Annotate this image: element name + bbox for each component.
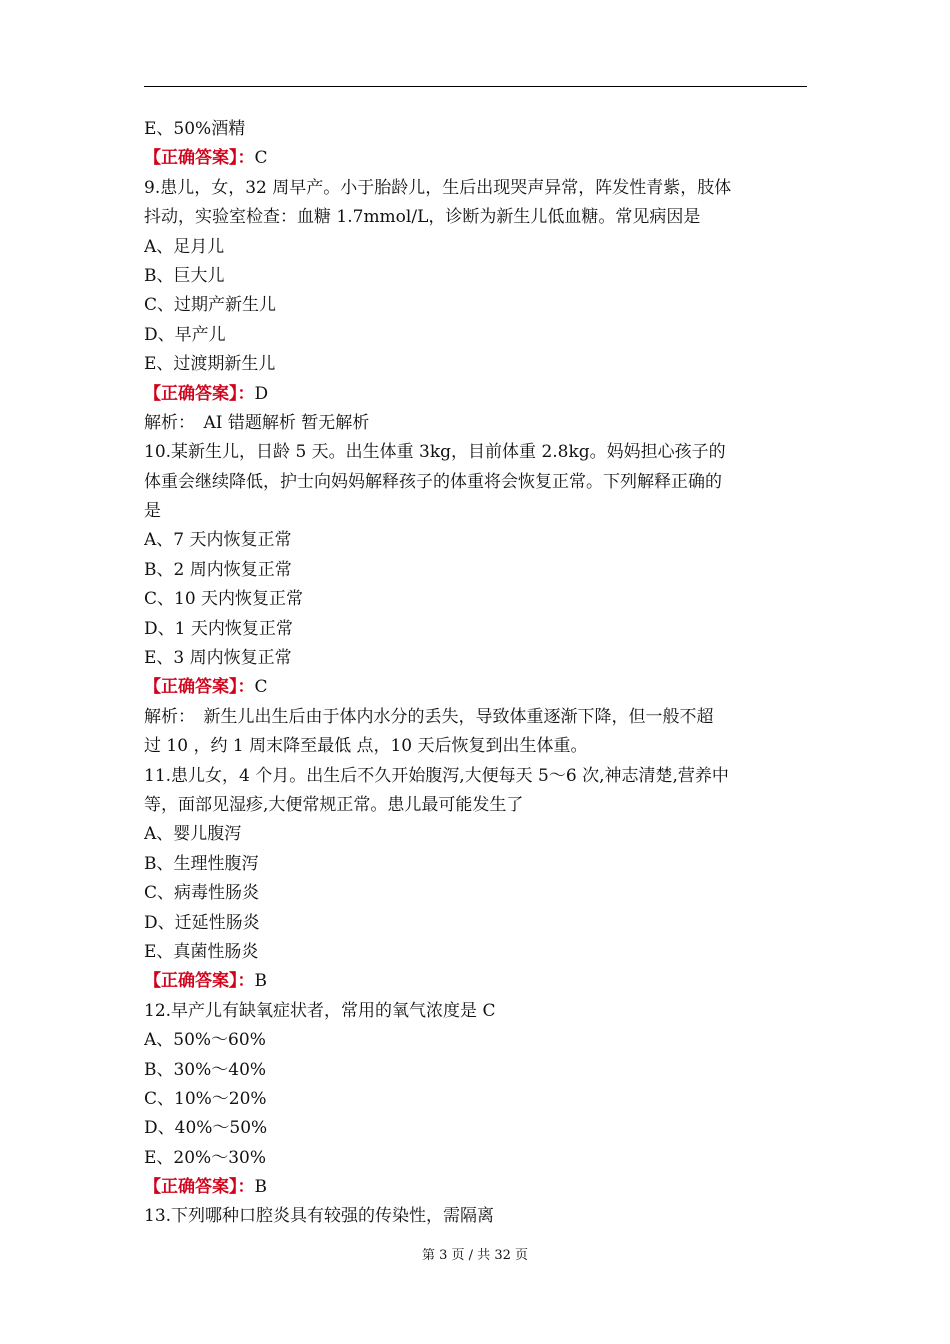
- page-footer: 第 3 页 / 共 32 页: [422, 1248, 528, 1263]
- text-line: B、巨大儿: [144, 265, 225, 286]
- answer-label: 【正确答案】：: [144, 383, 255, 404]
- text-line: 抖动，实验室检查：血糖 1.7mmol/L，诊断为新生儿低血糖。常见病因是: [144, 207, 701, 228]
- text-line: 体重会继续降低，护士向妈妈解释孩子的体重将会恢复正常。下列解释正确的: [144, 471, 722, 492]
- text-line: E、20%～30%: [144, 1147, 266, 1168]
- text-line: 12.早产儿有缺氧症状者，常用的氧气浓度是 C: [144, 1000, 496, 1021]
- answer-label: 【正确答案】：: [144, 1177, 255, 1198]
- text-line: C、10%～20%: [144, 1088, 267, 1109]
- text-line: A、7 天内恢复正常: [144, 530, 292, 551]
- text-line: D、早产儿: [144, 324, 226, 345]
- text-line: B、2 周内恢复正常: [144, 559, 292, 580]
- text-line: E、3 周内恢复正常: [144, 648, 292, 669]
- text-line: B、30%～40%: [144, 1059, 267, 1080]
- text-line: A、50%～60%: [144, 1030, 266, 1051]
- answer-line: [144, 673, 807, 702]
- answer-label: 【正确答案】：: [144, 148, 255, 169]
- answer-value: B: [254, 971, 267, 992]
- header-rule: [144, 86, 807, 87]
- answer-label: 【正确答案】：: [144, 971, 255, 992]
- text-line: C、过期产新生儿: [144, 295, 277, 316]
- text-line: 9.患儿，女，32 周早产。小于胎龄儿，生后出现哭声异常，阵发性青紫，肢体: [144, 177, 732, 198]
- text-line: A、足月儿: [144, 236, 225, 257]
- text-line: C、病毒性肠炎: [144, 883, 260, 904]
- page-content: [144, 115, 807, 1232]
- text-line: 11.患儿女，4 个月。出生后不久开始腹泻,大便每天 5～6 次,神志清楚,营养中: [144, 765, 729, 786]
- text-line: D、迁延性肠炎: [144, 912, 260, 933]
- text-line: 是: [144, 501, 161, 522]
- text-line: E、真菌性肠炎: [144, 941, 259, 962]
- answer-value: C: [254, 148, 268, 169]
- text-line: E、过渡期新生儿: [144, 354, 276, 375]
- text-line: A、婴儿腹泻: [144, 824, 242, 845]
- answer-value: D: [254, 383, 269, 404]
- answer-line: [144, 1173, 807, 1202]
- text-line: 过 10 ，约 1 周末降至最低 点，10 天后恢复到出生体重。: [144, 736, 588, 757]
- text-line: 13.下列哪种口腔炎具有较强的传染性，需隔离: [144, 1206, 495, 1227]
- text-line: C、10 天内恢复正常: [144, 589, 304, 610]
- text-line: E、50%酒精: [144, 119, 246, 139]
- text-line: D、1 天内恢复正常: [144, 618, 293, 639]
- text-line: 解析： 新生儿出生后由于体内水分的丢失，导致体重逐渐下降，但一般不超: [144, 706, 714, 727]
- answer-label: 【正确答案】：: [144, 677, 255, 698]
- answer-line: [144, 380, 807, 409]
- answer-value: C: [254, 677, 268, 698]
- text-line: D、40%～50%: [144, 1118, 268, 1139]
- answer-line: [144, 144, 807, 173]
- text-line: B、生理性腹泻: [144, 853, 259, 874]
- text-line: 解析： AI 错题解析 暂无解析: [144, 412, 370, 433]
- answer-line: [144, 967, 807, 996]
- text-line: 10.某新生儿，日龄 5 天。出生体重 3kg，目前体重 2.8kg。妈妈担心孩子的: [144, 442, 726, 463]
- text-line: 等，面部见湿疹,大便常规正常。患儿最可能发生了: [144, 794, 524, 815]
- answer-value: B: [254, 1177, 267, 1198]
